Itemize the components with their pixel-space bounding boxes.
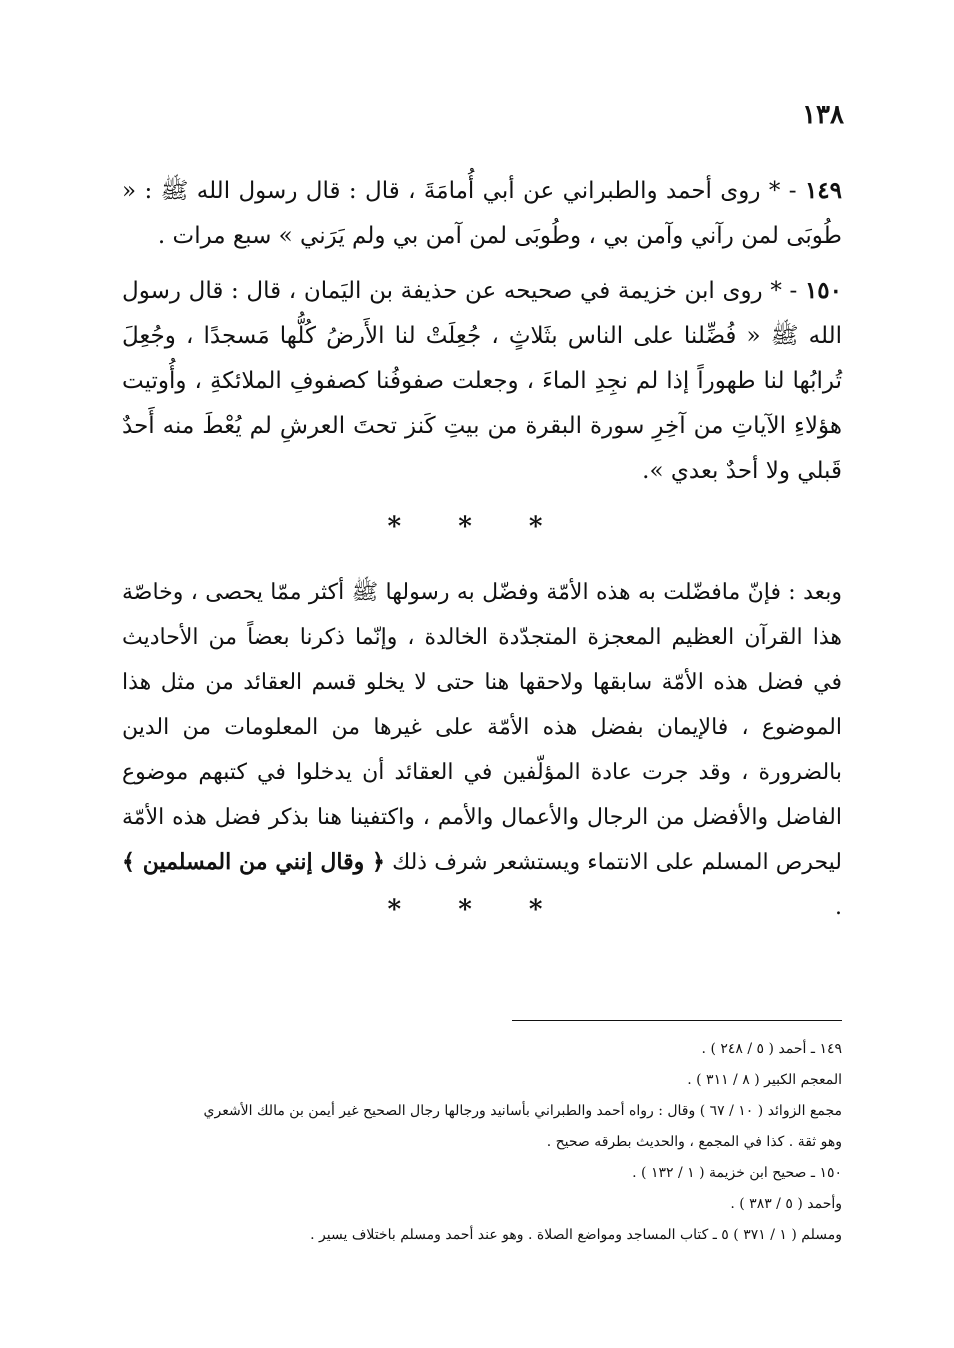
body-end: . (835, 895, 842, 920)
footnote-line: المعجم الكبير ( ٨ / ٣١١ ) . (687, 1072, 842, 1088)
footnote-line: ١٥٠ ـ صحيح ابن خزيمة ( ١ / ١٣٢ ) . (632, 1165, 842, 1181)
hadith-149 (122, 168, 842, 259)
hadith-text: - * روى أحمد والطبراني عن أبي أُمامَةَ ، قال : قال رسول الله ﷺ : « طُوبَى لمن رآني وآمن بي ، وطُوبَى لمن آمن بي ولم يَرَني » سبع مرات . (122, 178, 842, 249)
footnote-rule (512, 1020, 842, 1021)
footnote-line: مجمع الزوائد ( ١٠ / ٦٧ ) وقال : رواه أحمد والطبراني بأسانيد ورجالها رجال الصحيح غير أيمن بن مالك الأشعري (203, 1103, 842, 1119)
hadith-150 (122, 268, 842, 494)
section-separator: * * * (387, 512, 567, 542)
footnote-line: ١٤٩ ـ أحمد ( ٥ / ٢٤٨ ) . (701, 1041, 842, 1057)
page-number: ١٣٨ (802, 100, 844, 130)
quran-verse: ﴿ وقال إنني من المسلمين ﴾ (122, 849, 385, 875)
section-separator: * * * (387, 895, 567, 925)
hadith-number: ١٤٩ (804, 177, 842, 204)
body-paragraph (122, 570, 842, 930)
footnote-line: ومسلم ( ١ / ٣٧١ ) ٥ ـ كتاب المساجد ومواضع الصلاة . وهو عند أحمد ومسلم باختلاف يسير . (310, 1227, 842, 1243)
hadith-number: ١٥٠ (804, 277, 842, 304)
hadith-text: - * روى ابن خزيمة في صحيحه عن حذيفة بن اليَمان ، قال : قال رسول الله ﷺ « فُضِّلنا على الناس بثَلاثٍ ، جُعِلَتْ لنا الأَرضُ كُلُّها مَسجدًا ، وجُعِلَ تُرابُها لنا طهوراً إذا لم نجِدِ الماءَ ، وجعلت صفوفُنا كصفوفِ الملائكةِ ، وأُوتيت هؤلاءِ الآياتِ من آخِرِ سورة البقرة من بيتِ كَنز تحتَ العرشِ لم يُعْطَ منه أَحدٌ قَبلي ولا أحدٌ بعدي ». (122, 278, 842, 484)
footnotes (102, 1034, 842, 1251)
footnote-line: وأحمد ( ٥ / ٣٨٣ ) . (730, 1196, 842, 1212)
body-text: وبعد : فإنّ مافضّلت به هذه الأمّة وفضّل به رسولها ﷺ أكثر ممّا يحصى ، وخاصّة هذا القرآن العظيم المعجزة المتجدّدة الخالدة ، وإنّما ذكرنا بعضاً من الأحاديث في فضل هذه الأمّة سابقها ولاحقها هنا حتى لا يخلو قسم العقائد من مثل هذا الموضوع ، فالإيمان بفضل هذه الأمّة على غيرها من المعلومات من الدين بالضرورة ، وقد جرت عادة المؤلّفين في العقائد أن يدخلوا في كتبهم موضوع الفاضل والأفضل من الرجال والأعمال والأمم ، واكتفينا هنا بذكر فضل هذه الأمّة ليحرص المسلم على الانتماء ويستشعر شرف ذلك (122, 580, 842, 875)
footnote-line: وهو ثقة . كذا في المجمع ، والحديث بطرقه صحيح . (546, 1134, 842, 1150)
